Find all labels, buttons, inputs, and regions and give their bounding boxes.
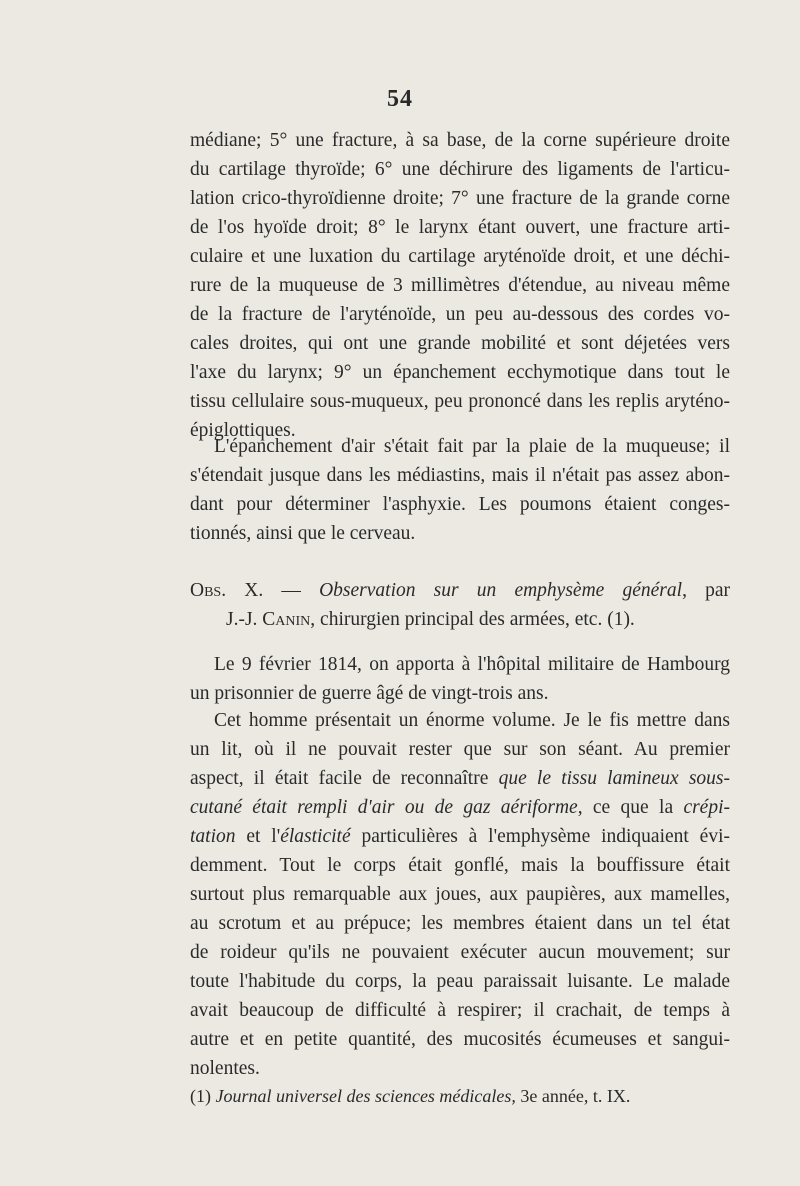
author-initials: J.-J.	[226, 609, 258, 630]
text-line: de la fracture de l'aryténoïde, un peu au-dessous des cordes vo-	[190, 304, 730, 325]
text-run: , ce que la	[577, 797, 684, 818]
text-line: cales droites, qui ont une grande mobilité et sont déjetées vers	[190, 333, 730, 354]
text-line: lation crico-thyroïdienne droite; 7° une fracture de la grande corne	[190, 188, 730, 209]
text-line: nolentes.	[190, 1058, 260, 1079]
text-line: avait beaucoup de difficulté à respirer; il crachait, de temps à	[190, 1000, 730, 1021]
text-line: du cartilage thyroïde; 6° une déchirure des ligaments de l'articu-	[190, 159, 730, 180]
observation-heading	[190, 576, 730, 634]
text-run: et l'	[235, 826, 281, 847]
paragraph-1	[190, 126, 730, 445]
observation-dash: —	[281, 580, 301, 601]
author-rest: , chirurgien principal des armées, etc. (1).	[310, 609, 635, 630]
text-line: de roideur qu'ils ne pouvaient exécuter aucun mouvement; sur	[190, 942, 730, 963]
text-line: s'étendait jusque dans les médiastins, mais il n'était pas assez abon-	[190, 465, 730, 486]
text-line: dant pour déterminer l'asphyxie. Les poumons étaient conges-	[190, 494, 730, 515]
text-line: un lit, où il ne pouvait rester que sur son séant. Au premier	[190, 739, 730, 760]
text-run: aspect, il était facile de reconnaître	[190, 768, 499, 789]
text-line: demment. Tout le corps était gonflé, mais la bouffissure était	[190, 855, 730, 876]
text-line: surtout plus remarquable aux joues, aux paupières, aux mamelles,	[190, 884, 730, 905]
text-line: médiane; 5° une fracture, à sa base, de la corne supérieure droite	[190, 130, 730, 151]
italic-run: élasticité	[280, 826, 351, 847]
text-line: l'axe du larynx; 9° un épanchement ecchymotique dans tout le	[190, 362, 730, 383]
paragraph-2	[190, 432, 730, 548]
text-line: de l'os hyoïde droit; 8° le larynx étant ouvert, une fracture arti-	[190, 217, 730, 238]
paragraph-4	[190, 706, 730, 1083]
text-line	[190, 822, 730, 851]
italic-run: cutané était rempli d'air ou de gaz aériforme	[190, 797, 578, 818]
text-line: tissu cellulaire sous-muqueux, peu prononcé dans les replis aryténo-	[190, 391, 730, 412]
text-run: particulières à l'emphysème indiquaient évi-	[350, 826, 730, 847]
text-line	[190, 764, 730, 793]
text-line	[190, 793, 730, 822]
text-line: rure de la muqueuse de 3 millimètres d'étendue, au niveau même	[190, 275, 730, 296]
observation-heading-line-1	[190, 576, 730, 605]
text-line: épiglottiques.	[190, 420, 296, 441]
author-name: Canin	[262, 609, 311, 630]
footnote	[190, 1086, 630, 1107]
italic-run: tation	[190, 826, 236, 847]
observation-by: , par	[682, 580, 730, 601]
page-number: 54	[387, 86, 413, 112]
text-line: tionnés, ainsi que le cerveau.	[190, 523, 416, 544]
text-line: Cet homme présentait un énorme volume. Je le fis mettre dans	[214, 710, 730, 731]
footnote-rest: 3e année, t. IX.	[520, 1086, 631, 1106]
italic-run: que le tissu lamineux sous-	[498, 768, 730, 789]
text-line: toute l'habitude du corps, la peau paraissait luisante. Le malade	[190, 971, 730, 992]
text-line: culaire et une luxation du cartilage aryténoïde droit, et une déchi-	[190, 246, 730, 267]
observation-label: Obs. X.	[190, 580, 264, 601]
text-line: un prisonnier de guerre âgé de vingt-trois ans.	[190, 683, 549, 704]
text-line: au scrotum et au prépuce; les membres étaient dans un tel état	[190, 913, 730, 934]
italic-run: crépi-	[683, 797, 730, 818]
footnote-mark: (1)	[190, 1086, 211, 1106]
text-line: L'épanchement d'air s'était fait par la plaie de la muqueuse; il	[214, 436, 730, 457]
observation-heading-line-2	[190, 605, 730, 634]
text-line: Le 9 février 1814, on apporta à l'hôpital militaire de Hambourg	[214, 654, 730, 675]
text-line: autre et en petite quantité, des mucosités écumeuses et sangui-	[190, 1029, 730, 1050]
paragraph-3	[190, 650, 730, 708]
observation-title: Observation sur un emphysème général	[319, 580, 683, 601]
footnote-journal: Journal universel des sciences médicales,	[215, 1086, 516, 1106]
